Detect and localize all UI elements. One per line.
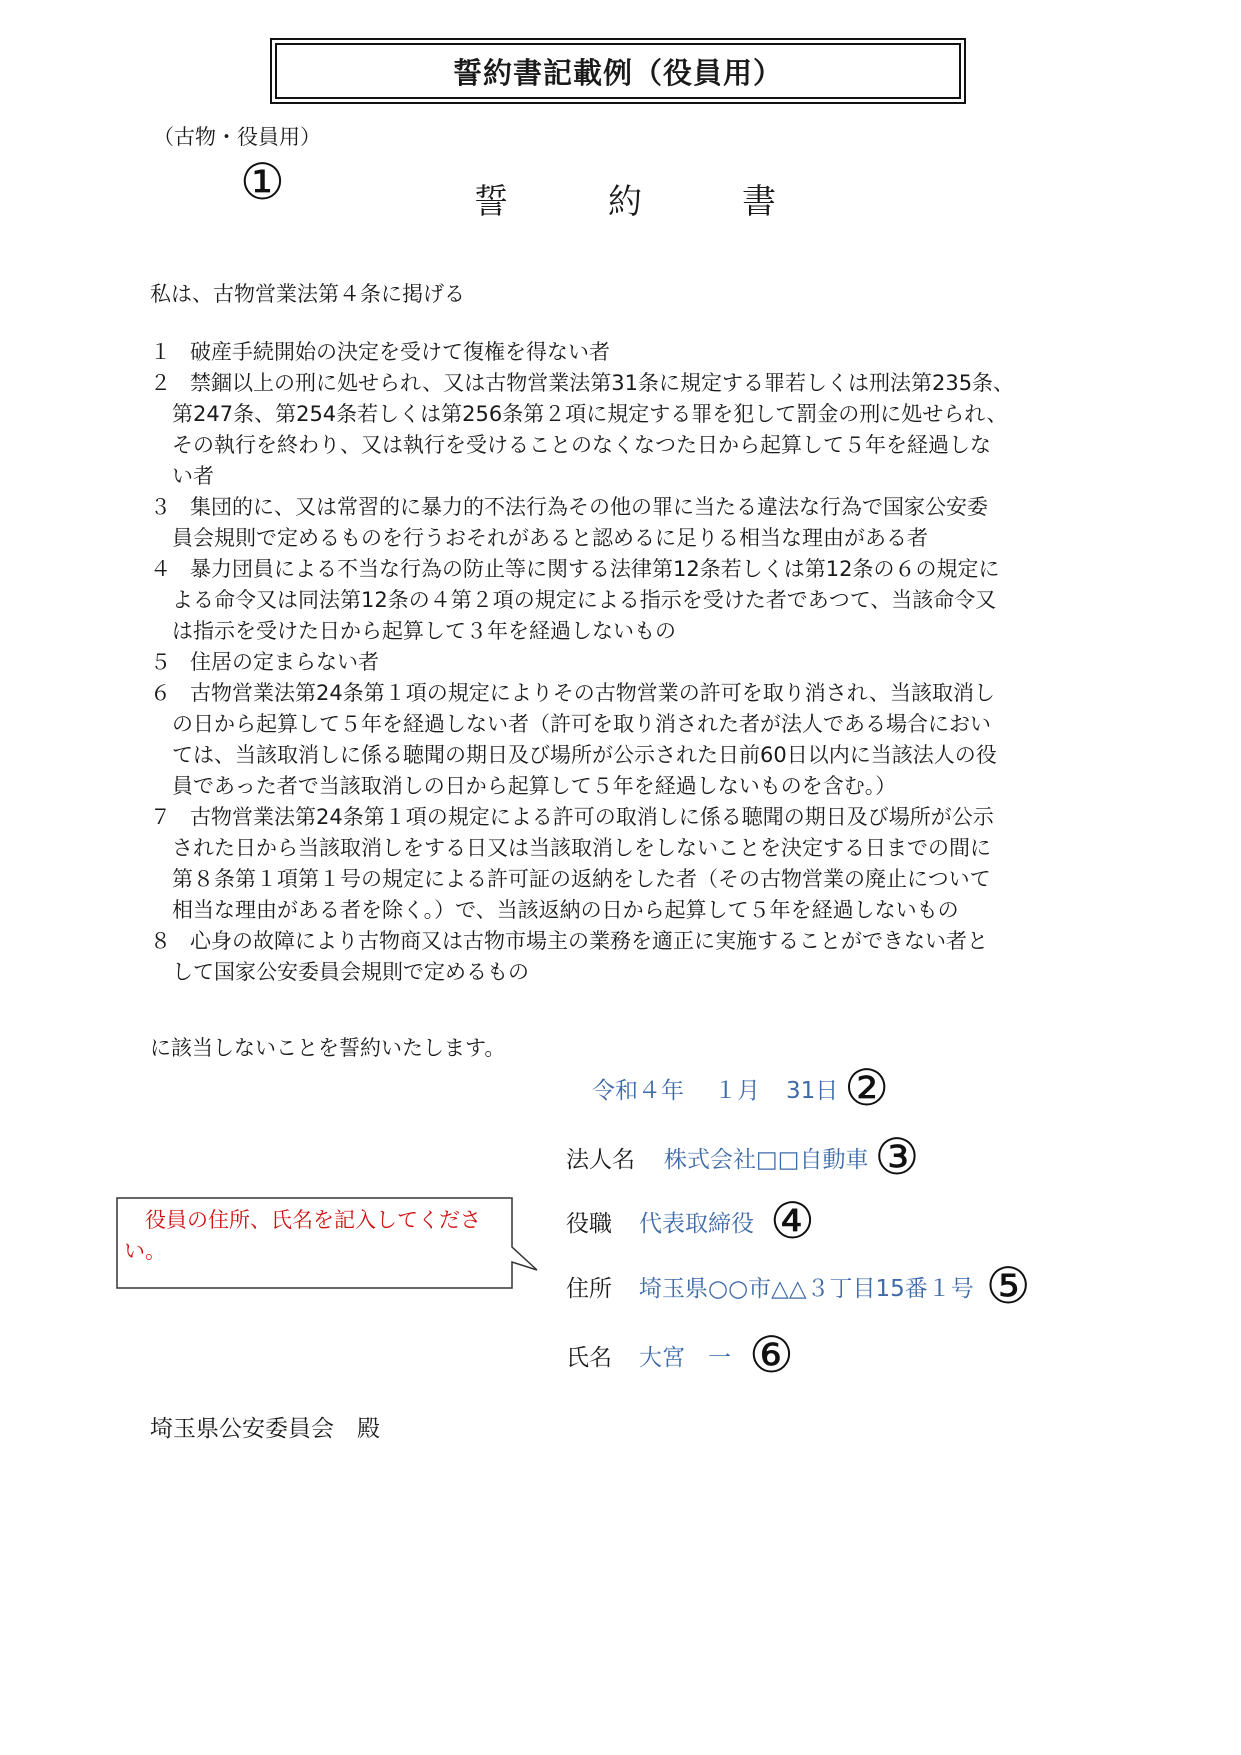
list-item-line: 集団的に、又は常習的に暴力的不法行為その他の罪に当たる違法な行為で国家公安委 — [190, 495, 988, 519]
list-item-line: 禁錮以上の刑に処せられ、又は古物営業法第31条に規定する罪若しくは刑法第235条、 — [190, 371, 1015, 395]
date-month: １月 — [714, 1077, 760, 1104]
list-item-body — [172, 368, 1015, 492]
list-item-number: ４ — [150, 557, 171, 581]
list-item-number: ７ — [150, 805, 171, 829]
page-title: 誓約書記載例（役員用） — [452, 55, 783, 90]
list-item-line: して国家公安委員会規則で定めるもの — [172, 960, 529, 984]
list-item — [150, 368, 1130, 492]
marker-1: ① — [240, 153, 285, 211]
document-subtitle: （古物・役員用） — [153, 125, 321, 149]
marker-5: ⑤ — [985, 1257, 1031, 1315]
list-item-line: 相当な理由がある者を除く。）で、当該返納の日から起算して５年を経過しないもの — [172, 898, 959, 922]
intro-text: 私は、古物営業法第４条に掲げる — [150, 282, 465, 306]
list-item-line: 心身の故障により古物商又は古物市場主の業務を適正に実施することができない者と — [190, 929, 988, 953]
position-label: 役職 — [566, 1210, 612, 1237]
list-item-body — [172, 802, 994, 926]
list-item-body — [172, 492, 988, 554]
list-item — [150, 926, 1130, 988]
marker-2: ② — [844, 1059, 890, 1117]
title-box — [270, 38, 966, 104]
list-item-number: １ — [150, 340, 171, 364]
list-item-line: 第247条、第254条若しくは第256条第２項に規定する罪を犯して罰金の刑に処せられ、 — [172, 402, 1008, 426]
list-item — [150, 647, 1130, 678]
list-item-line: よる命令又は同法第12条の４第２項の規定による指示を受けた者であつて、当該命令又 — [172, 588, 997, 612]
callout-text: 役員の住所、氏名を記入してください。 — [124, 1208, 481, 1263]
list-item-line: の日から起算して５年を経過しない者（許可を取り消された者が法人である場合におい — [172, 712, 991, 736]
list-item — [150, 802, 1130, 926]
list-item-body — [172, 554, 1000, 647]
marker-3: ③ — [874, 1128, 920, 1186]
list-item — [150, 554, 1130, 647]
callout-box — [116, 1197, 539, 1290]
corp-value: 株式会社□□自動車 — [664, 1146, 869, 1173]
date-row — [592, 1059, 890, 1117]
list-item-body — [172, 678, 997, 802]
list-item-body — [190, 647, 379, 678]
date-era: 令和４年 — [592, 1077, 684, 1104]
list-item-number: ５ — [150, 650, 171, 674]
list-item-line: 暴力団員による不当な行為の防止等に関する法律第12条若しくは第12条の６の規定に — [190, 557, 1000, 581]
list-item-body — [172, 926, 988, 988]
list-item-number: ３ — [150, 495, 171, 519]
list-item-line: 破産手続開始の決定を受けて復権を得ない者 — [190, 340, 610, 364]
list-item — [150, 678, 1130, 802]
title-char: 誓 — [474, 182, 508, 222]
corp-row — [566, 1128, 920, 1186]
list-item-body — [190, 337, 610, 368]
address-value: 埼玉県○○市△△３丁目15番１号 — [639, 1275, 974, 1302]
name-value: 大宮 一 — [639, 1344, 731, 1371]
list-item-line: ては、当該取消しに係る聴聞の期日及び場所が公示された日前60日以内に当該法人の役 — [172, 743, 997, 767]
list-item-line: その執行を終わり、又は執行を受けることのなくなつた日から起算して５年を経過しな — [172, 433, 991, 457]
marker-6: ⑥ — [749, 1326, 794, 1384]
address-row — [566, 1257, 1031, 1315]
position-row — [566, 1192, 815, 1250]
title-char: 約 — [608, 182, 642, 222]
list-item-line: された日から当該取消しをする日又は当該取消しをしないことを決定する日までの間に — [172, 836, 991, 860]
corp-label: 法人名 — [566, 1146, 635, 1173]
list-item-number: ６ — [150, 681, 171, 705]
list-item-line: 古物営業法第24条第１項の規定によりその古物営業の許可を取り消され、当該取消し — [190, 681, 995, 705]
name-row — [566, 1326, 794, 1384]
list-item-line: 住居の定まらない者 — [190, 650, 379, 674]
list-item-number: ８ — [150, 929, 171, 953]
title-char: 書 — [742, 182, 776, 222]
list-item-line: 員であった者で当該取消しの日から起算して５年を経過しないものを含む。） — [172, 774, 897, 798]
list-item — [150, 492, 1130, 554]
list-item — [150, 337, 1130, 368]
recipient: 埼玉県公安委員会 殿 — [150, 1416, 380, 1442]
list-item-line: は指示を受けた日から起算して３年を経過しないもの — [172, 619, 676, 643]
name-label: 氏名 — [566, 1344, 612, 1371]
list-item-line: 古物営業法第24条第１項の規定による許可の取消しに係る聴聞の期日及び場所が公示 — [190, 805, 994, 829]
document-title — [474, 174, 776, 223]
address-label: 住所 — [566, 1275, 612, 1302]
disqualification-list — [150, 337, 1130, 988]
marker-4: ④ — [770, 1192, 815, 1250]
date-day: 31日 — [786, 1077, 839, 1104]
list-item-line: 第８条第１項第１号の規定による許可証の返納をした者（その古物営業の廃止について — [172, 867, 991, 891]
position-value: 代表取締役 — [639, 1210, 754, 1237]
list-item-number: ２ — [150, 371, 171, 395]
list-item-line: 員会規則で定めるものを行うおそれがあると認めるに足りる相当な理由がある者 — [172, 526, 928, 550]
list-item-line: い者 — [172, 464, 214, 488]
closing-text: に該当しないことを誓約いたします。 — [150, 1036, 506, 1060]
